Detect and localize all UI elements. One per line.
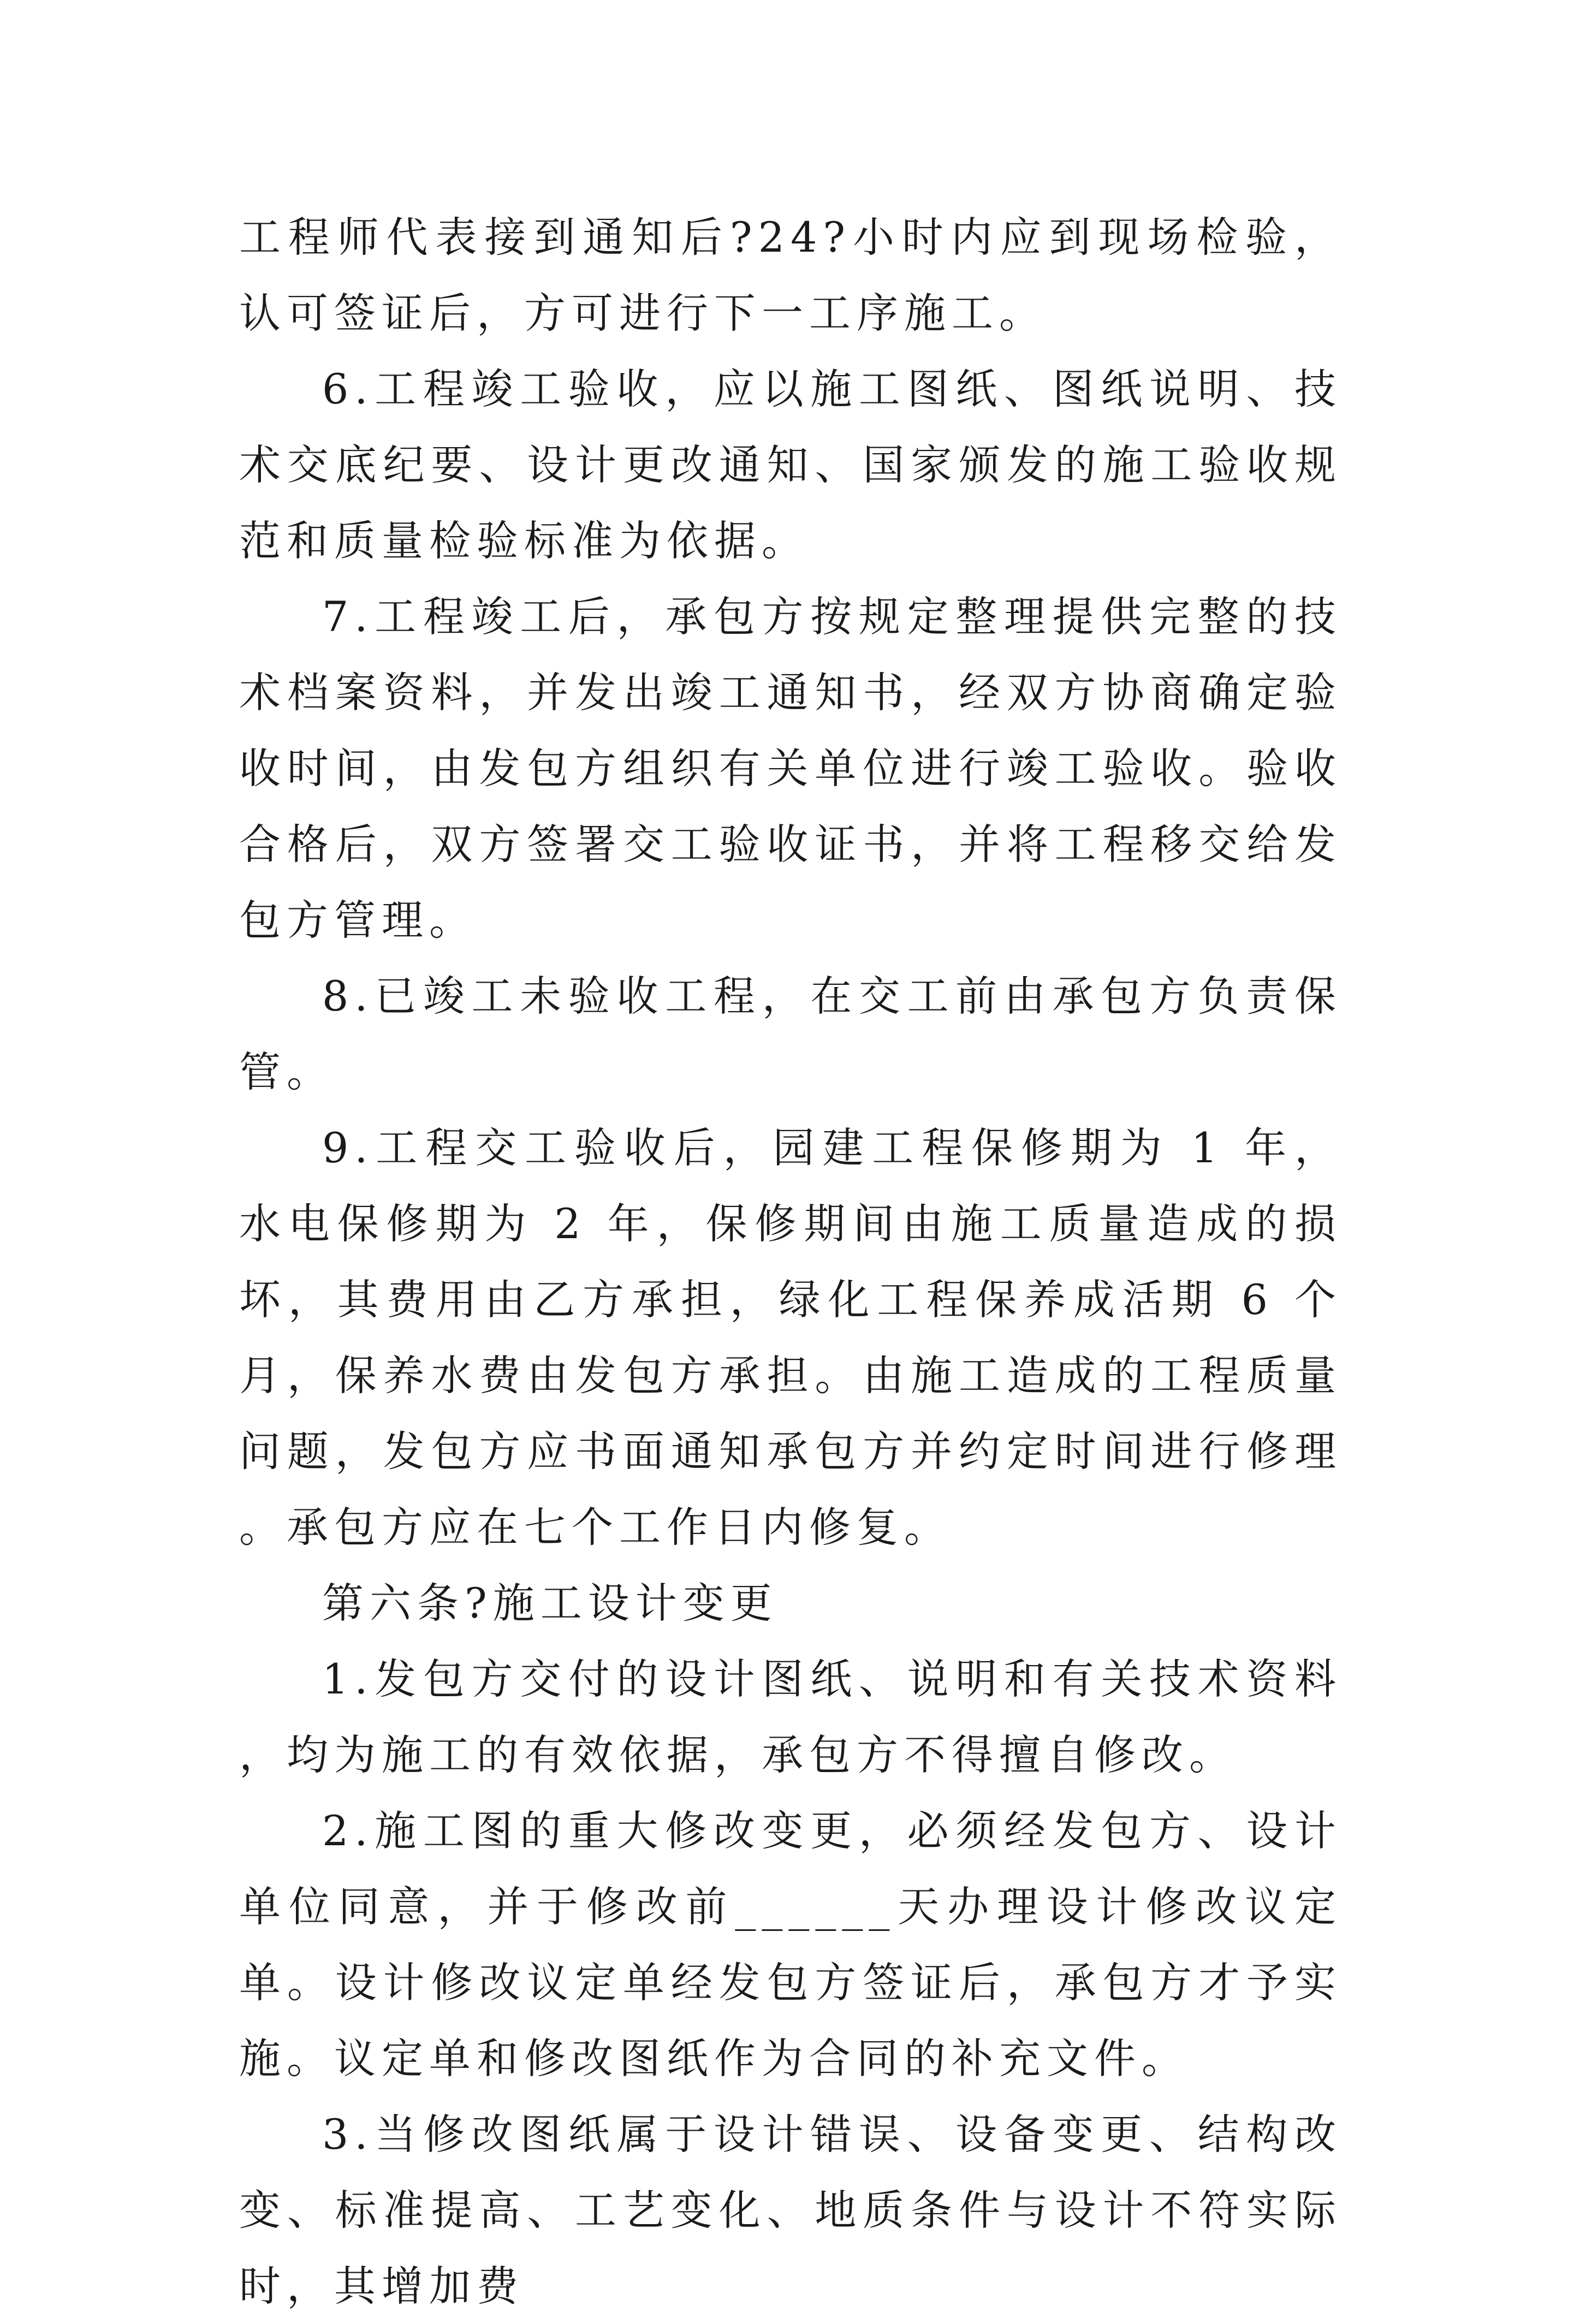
clause-2-major-changes: 2.施工图的重大修改变更，必须经发包方、设计单位同意，并于修改前______天办理设计修改议定单。设计修改议定单经发包方签证后，承包方才予实施。议定单和修改图纸作为合同的补充文件。 [239, 1806, 1342, 2083]
clause-8-custody: 8.已竣工未验收工程，在交工前由承包方负责保管。 [239, 972, 1342, 1096]
paragraph-continuation: 工程师代表接到通知后?24?小时内应到现场检验，认可签证后，方可进行下一工序施工。 [239, 213, 1342, 337]
clause-9-warranty: 9.工程交工验收后，园建工程保修期为 1 年，水电保修期为 2 年，保修期间由施工质量造成的损坏，其费用由乙方承担，绿化工程保养成活期 6 个月，保养水费由发包方承担。由施工造成的工程质量问题，发包方应书面通知承包方并约定时间进行修理。承包方应在七个工作日内修复。 [239, 1124, 1342, 1552]
clause-7-handover: 7.工程竣工后，承包方按规定整理提供完整的技术档案资料，并发出竣工通知书，经双方协商确定验收时间，由发包方组织有关单位进行竣工验收。验收合格后，双方签署交工验收证书，并将工程移交给发包方管理。 [239, 592, 1342, 944]
clause-3-cost-changes: 3.当修改图纸属于设计错误、设备变更、结构改变、标准提高、工艺变化、地质条件与设计不符实际时，其增加费 [239, 2110, 1342, 2310]
clause-1-design-documents: 1.发包方交付的设计图纸、说明和有关技术资料，均为施工的有效依据，承包方不得擅自修改。 [239, 1655, 1342, 1779]
clause-6-completion-acceptance: 6.工程竣工验收，应以施工图纸、图纸说明、技术交底纪要、设计更改通知、国家颁发的施工验收规范和质量检验标准为依据。 [239, 365, 1342, 565]
document-body [239, 199, 1342, 2324]
section-heading-article-6: 第六条?施工设计变更 [322, 1579, 778, 1627]
